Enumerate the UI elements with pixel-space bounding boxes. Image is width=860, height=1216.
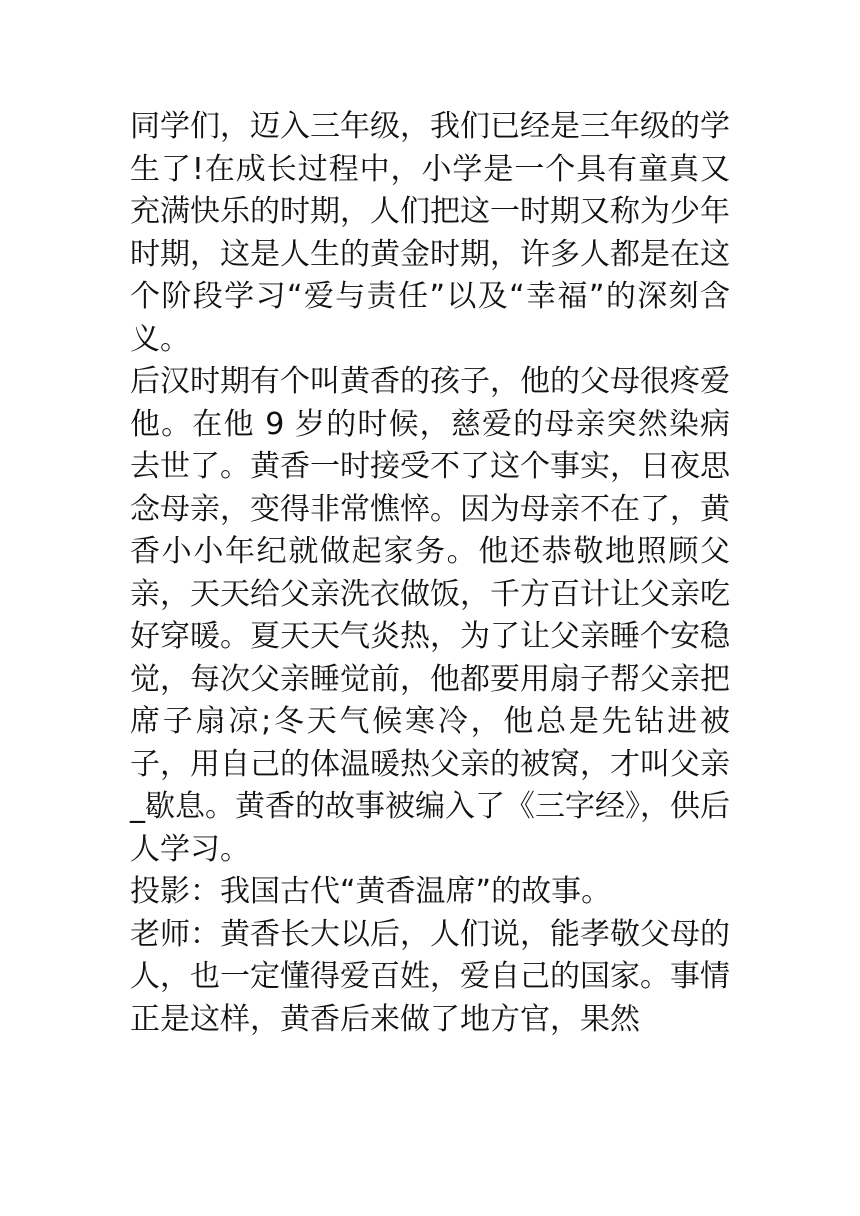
paragraph-teacher: 老师：黄香长大以后，人们说，能孝敬父母的人，也一定懂得爱百姓，爱自己的国家。事情正是这样，黄香后来做了地方官，果然	[130, 916, 730, 1037]
paragraph-projection: 投影：我国古代“黄香温席”的故事。	[130, 874, 612, 909]
paragraph-intro: 同学们，迈入三年级，我们已经是三年级的学生了!在成长过程中，小学是一个具有童真又充满快乐的时期，人们把这一时期又称为少年时期，这是人生的黄金时期，许多人都是在这个阶段学习“爱与责任”以及“幸福”的深刻含义。	[130, 109, 730, 357]
document-page	[130, 106, 730, 1041]
paragraph-huangxiang-story: 后汉时期有个叫黄香的孩子，他的父母很疼爱他。在他 9 岁的时候，慈爱的母亲突然染病去世了。黄香一时接受不了这个事实，日夜思念母亲，变得非常憔悴。因为母亲不在了，黄香小小年纪就做起家务。他还恭敬地照顾父亲，天天给父亲洗衣做饭，千方百计让父亲吃好穿暖。夏天天气炎热，为了让父亲睡个安稳觉，每次父亲睡觉前，他都要用扇子帮父亲把席子扇凉;冬天气候寒冷，他总是先钻进被子，用自己的体温暖热父亲的被窝，才叫父亲_歇息。黄香的故事被编入了《三字经》，供后人学习。	[130, 364, 730, 867]
